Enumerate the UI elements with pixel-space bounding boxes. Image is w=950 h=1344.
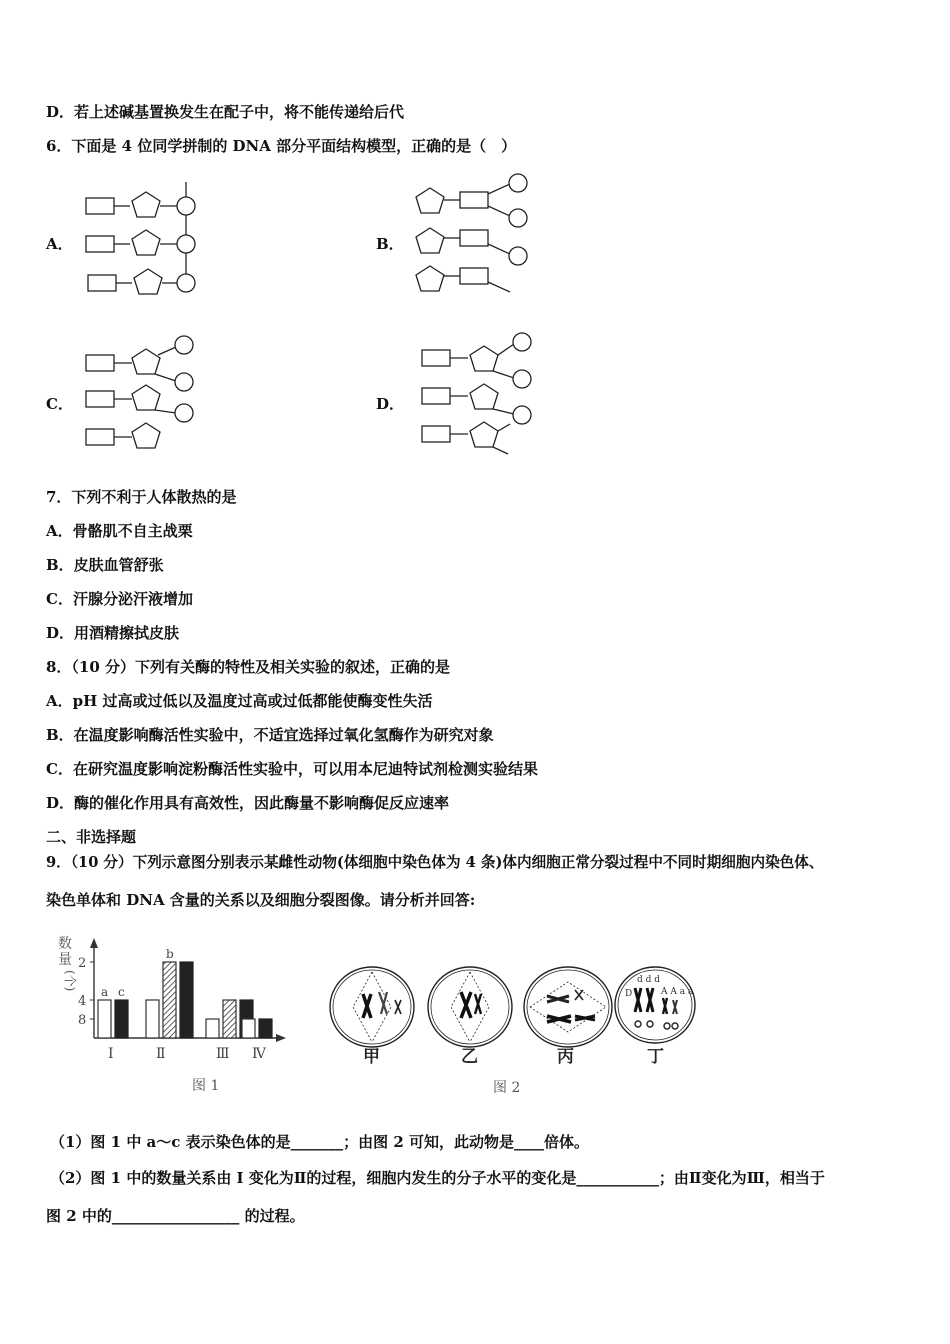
q7-option-a: A．骨骼肌不自主战栗 bbox=[46, 522, 193, 540]
q6-stem bbox=[46, 136, 516, 156]
fig1-category-label: Ⅱ bbox=[156, 1046, 166, 1062]
fig1-ylabel-top: 数 bbox=[58, 936, 72, 952]
fig1-series-label-a: a bbox=[101, 985, 109, 999]
svg-text:D: D bbox=[625, 989, 633, 999]
fig1-bar-c-1 bbox=[115, 1000, 128, 1038]
q7-stem bbox=[46, 487, 236, 507]
q8-option-b: B．在温度影响酶活性实验中，不适宜选择过氧化氢酶作为研究对象 bbox=[46, 726, 494, 744]
fig1-y-tick-label: 2 bbox=[78, 956, 87, 971]
dna-model-d bbox=[418, 330, 548, 458]
svg-text:d d d: d d d bbox=[637, 975, 661, 985]
figure2-cell-images bbox=[325, 960, 705, 1100]
fig1-y-tick-label: 4 bbox=[78, 994, 87, 1009]
q7-stem-text: 7．下列不利于人体散热的是 bbox=[46, 488, 237, 506]
fig1-series-label-b: b bbox=[166, 947, 174, 961]
q6-label-c: C． bbox=[46, 395, 73, 413]
prev-option-d: D．若上述碱基置换发生在配子中，将不能传递给后代 bbox=[46, 103, 405, 121]
fig1-bar-c-4 bbox=[259, 1019, 272, 1038]
fig1-ylabel-mid: 量 bbox=[58, 952, 72, 968]
q8-stem: 8．（10 分）下列有关酶的特性及相关实验的叙述，正确的是 bbox=[46, 658, 451, 676]
q9-stem-line2: 染色单体和 DNA 含量的关系以及细胞分裂图像。请分析并回答: bbox=[46, 891, 476, 909]
section-heading: 二、非选择题 bbox=[46, 828, 137, 846]
fig1-bar-a-4 bbox=[242, 1019, 255, 1038]
q9-stem-line1: 9．（10 分）下列示意图分别表示某雌性动物(体细胞中染色体为 4 条)体内细胞正常分裂过程中不同时期细胞内染色体、 bbox=[46, 854, 824, 871]
fig1-bar-a-3 bbox=[206, 1019, 219, 1038]
q6-label-b: B． bbox=[376, 235, 404, 253]
fig1-category-label: Ⅰ bbox=[108, 1046, 114, 1062]
fig1-bar-b-3 bbox=[223, 1000, 236, 1038]
q9-sub3: 图 2 中的_________________ 的过程。 bbox=[46, 1207, 305, 1225]
fig1-bar-b-2 bbox=[163, 962, 176, 1038]
svg-text:A A a a: A A a a bbox=[661, 987, 694, 997]
cell-jia bbox=[330, 967, 414, 1047]
fig1-y-arrow bbox=[90, 938, 98, 948]
fig1-ylabel-unit: (个) bbox=[63, 970, 77, 992]
dna-model-c bbox=[80, 333, 210, 458]
fig1-category-label: Ⅳ bbox=[252, 1046, 266, 1062]
q8-option-a: A．pH 过高或过低以及温度过高或过低都能使酶变性失活 bbox=[46, 692, 433, 710]
cell-label-bing: 丙 bbox=[557, 1047, 574, 1067]
q9-sub2: （2）图 1 中的数量关系由 I 变化为Ⅱ的过程，细胞内发生的分子水平的变化是___________；由Ⅱ变化为Ⅲ，相当于 bbox=[50, 1169, 825, 1187]
cell-yi bbox=[428, 967, 512, 1047]
fig1-x-arrow bbox=[276, 1034, 286, 1042]
cell-label-jia: 甲 bbox=[363, 1047, 380, 1067]
dna-model-a bbox=[80, 178, 210, 303]
dna-model-b bbox=[410, 172, 540, 302]
cell-label-yi: 乙 bbox=[461, 1047, 478, 1067]
fig1-bar-a-1 bbox=[98, 1000, 111, 1038]
q6-label-a: A． bbox=[46, 235, 73, 253]
fig1-bar-c-2 bbox=[180, 962, 193, 1038]
q7-option-b: B．皮肤血管舒张 bbox=[46, 556, 164, 574]
figure1-bar-chart bbox=[50, 930, 290, 1100]
fig1-bar-a-2 bbox=[146, 1000, 159, 1038]
q9-sub1: （1）图 1 中 a～c 表示染色体的是_______；由图 2 可知，此动物是____倍体。 bbox=[50, 1133, 589, 1151]
cell-label-ding: 丁 bbox=[647, 1047, 664, 1067]
fig1-category-label: Ⅲ bbox=[216, 1046, 230, 1062]
q6-label-d: D． bbox=[376, 395, 405, 413]
q6-stem-text: 6．下面是 4 位同学拼制的 DNA 部分平面结构模型，正确的是（ ） bbox=[46, 137, 517, 155]
fig2-caption: 图 2 bbox=[493, 1080, 521, 1096]
q8-option-d: D．酶的催化作用具有高效性，因此酶量不影响酶促反应速率 bbox=[46, 794, 450, 812]
fig1-caption: 图 1 bbox=[192, 1078, 220, 1094]
fig1-y-tick-label: 8 bbox=[78, 1013, 87, 1028]
q8-option-c: C．在研究温度影响淀粉酶活性实验中，可以用本尼迪特试剂检测实验结果 bbox=[46, 760, 538, 778]
cell-bing bbox=[524, 967, 612, 1047]
q7-option-c: C．汗腺分泌汗液增加 bbox=[46, 590, 193, 608]
fig1-series-label-c: c bbox=[118, 985, 125, 999]
q7-option-d: D．用酒精擦拭皮肤 bbox=[46, 624, 180, 642]
